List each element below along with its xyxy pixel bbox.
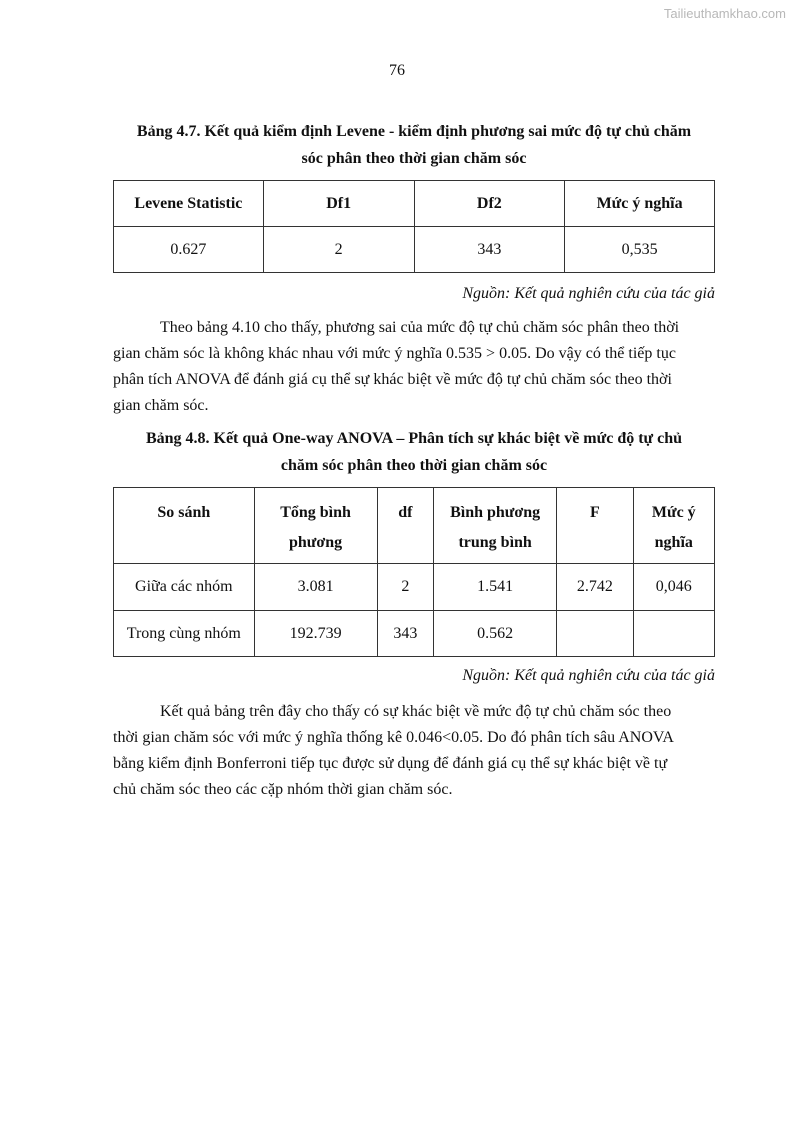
table1-caption-line: Bảng 4.7. Kết quả kiểm định Levene - kiểm định phương sai mức độ tự chủ chăm [136, 123, 692, 140]
table-header-cell [633, 488, 714, 564]
paragraph-line: gian chăm sóc là không khác nhau với mức ý nghĩa 0.535 > 0.05. Do vậy có thể tiếp tục [113, 345, 676, 362]
table-cell: 0.562 [434, 611, 557, 657]
paragraph-2 [113, 699, 718, 803]
paragraph-1 [113, 315, 718, 419]
paragraph-line: gian chăm sóc. [113, 397, 209, 414]
header-line: Bình phương [450, 504, 541, 521]
table-cell: 2.742 [557, 564, 633, 611]
paragraph-line: bằng kiểm định Bonferroni tiếp tục được sử dụng để đánh giá cụ thể sự khác biệt về tự [113, 755, 668, 772]
table-cell: 2 [263, 227, 414, 273]
header-line: df [398, 504, 413, 521]
header-line: Tổng bình [280, 504, 351, 521]
levene-table [113, 180, 715, 273]
table-header-cell: Df2 [414, 181, 565, 227]
table2-caption-line: chăm sóc phân theo thời gian chăm sóc [280, 457, 548, 474]
table-header-cell: Df1 [263, 181, 414, 227]
table-cell: 3.081 [254, 564, 377, 611]
table-cell: Trong cùng nhóm [114, 611, 255, 657]
table2-source: Nguồn: Kết quả nghiên cứu của tác giả [462, 667, 715, 684]
watermark: Tailieuthamkhao.com [663, 6, 786, 21]
page-number: 76 [389, 62, 405, 79]
table-header-cell [254, 488, 377, 564]
anova-table [113, 487, 715, 657]
header-line: F [589, 504, 600, 521]
table-header-cell: Levene Statistic [114, 181, 264, 227]
table-row [114, 611, 715, 657]
table-cell [633, 611, 714, 657]
header-line: phương [288, 534, 343, 551]
header-line: trung bình [458, 534, 532, 551]
table-header-cell [377, 488, 434, 564]
table-cell: 0,046 [633, 564, 714, 611]
table1-caption-line: sóc phân theo thời gian chăm sóc [301, 150, 527, 167]
table-cell: 343 [377, 611, 434, 657]
table-row [114, 227, 715, 273]
table-header-row [114, 488, 715, 564]
paragraph-line: phân tích ANOVA để đánh giá cụ thể sự khác biệt về mức độ tự chủ chăm sóc theo thời [113, 371, 672, 388]
table-cell: Giữa các nhóm [114, 564, 255, 611]
table-header-cell: Mức ý nghĩa [565, 181, 715, 227]
paragraph-line: thời gian chăm sóc với mức ý nghĩa thống kê 0.046<0.05. Do đó phân tích sâu ANOVA [113, 729, 674, 746]
paragraph-line: Theo bảng 4.10 cho thấy, phương sai của mức độ tự chủ chăm sóc phân theo thời [160, 319, 680, 336]
table-header-row [114, 181, 715, 227]
table-cell: 343 [414, 227, 565, 273]
table-header-cell [114, 488, 255, 564]
table-cell: 0.627 [114, 227, 264, 273]
table1-caption [113, 118, 715, 172]
header-line: nghĩa [654, 534, 693, 551]
table2-caption [113, 425, 715, 479]
table-row [114, 564, 715, 611]
table-cell: 192.739 [254, 611, 377, 657]
table-header-cell [434, 488, 557, 564]
table-cell: 2 [377, 564, 434, 611]
header-line: Mức ý [651, 504, 696, 521]
table-cell: 1.541 [434, 564, 557, 611]
table-cell [557, 611, 633, 657]
table-cell: 0,535 [565, 227, 715, 273]
table1-source: Nguồn: Kết quả nghiên cứu của tác giả [462, 285, 715, 302]
paragraph-line: Kết quả bảng trên đây cho thấy có sự khác biệt về mức độ tự chủ chăm sóc theo [160, 703, 672, 720]
paragraph-line: chủ chăm sóc theo các cặp nhóm thời gian chăm sóc. [113, 781, 453, 798]
header-line: So sánh [157, 504, 211, 521]
table2-caption-line: Bảng 4.8. Kết quả One-way ANOVA – Phân tích sự khác biệt về mức độ tự chủ [145, 430, 683, 447]
table-header-cell [557, 488, 633, 564]
